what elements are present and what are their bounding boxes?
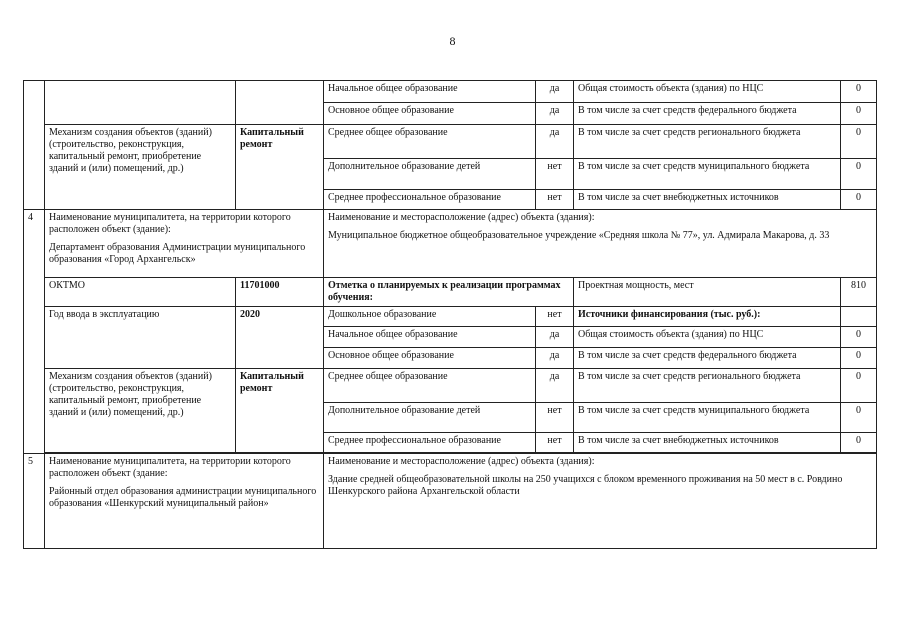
num-cell bbox=[24, 81, 45, 210]
object-cell bbox=[324, 454, 877, 549]
table-row bbox=[24, 369, 877, 403]
level-label: Среднее профессиональное образование bbox=[324, 190, 536, 210]
municipality-name: Департамент образования Администрации муниципального образования «Город Архангельск» bbox=[49, 242, 306, 265]
funding-label: В том числе за счет средств регионального бюджета bbox=[574, 125, 841, 159]
level-label: Основное общее образование bbox=[324, 348, 536, 369]
funding-label: В том числе за счет внебюджетных источников bbox=[574, 190, 841, 210]
level-mark: да bbox=[536, 369, 574, 403]
object-label: Наименование и месторасположение (адрес) объекта (здания): bbox=[328, 212, 595, 223]
document-table bbox=[23, 80, 877, 549]
object-name: Муниципальное бюджетное общеобразовательное учреждение «Средняя школа № 77», ул. Адмирала Макарова, д. 33 bbox=[328, 230, 830, 241]
level-label: Среднее общее образование bbox=[324, 125, 536, 159]
funding-label: В том числе за счет средств федерального бюджета bbox=[574, 348, 841, 369]
funding-value: 0 bbox=[841, 327, 877, 348]
funding-value: 0 bbox=[841, 348, 877, 369]
level-mark: нет bbox=[536, 159, 574, 190]
funding-label: В том числе за счет средств федерального бюджета bbox=[574, 103, 841, 125]
page-number: 8 bbox=[449, 34, 456, 48]
level-label: Среднее профессиональное образование bbox=[324, 433, 536, 453]
table-row bbox=[24, 210, 877, 278]
funding-value: 0 bbox=[841, 125, 877, 159]
level-mark: да bbox=[536, 327, 574, 348]
year-label: Год ввода в эксплуатацию bbox=[45, 307, 236, 369]
level-mark: нет bbox=[536, 307, 574, 327]
oktmo-label: ОКТМО bbox=[45, 278, 236, 307]
funding-value: 0 bbox=[841, 433, 877, 453]
municipality-label: Наименование муниципалитета, на территории которого расположен объект (здание: bbox=[49, 456, 291, 479]
table-row bbox=[24, 454, 877, 549]
mechanism-value: Капитальный ремонт bbox=[236, 369, 324, 453]
year-value: 2020 bbox=[236, 307, 324, 369]
funding-label: В том числе за счет средств регионального бюджета bbox=[574, 369, 841, 403]
funding-value: 0 bbox=[841, 403, 877, 433]
capacity-value: 810 bbox=[841, 278, 877, 307]
level-mark: да bbox=[536, 125, 574, 159]
municipality-name: Районный отдел образования администрации муниципального образования «Шенкурский муниципальный район» bbox=[49, 486, 317, 509]
municipality-cell bbox=[45, 210, 324, 278]
level-mark: да bbox=[536, 348, 574, 369]
funding-value: 0 bbox=[841, 190, 877, 210]
programs-label: Отметка о планируемых к реализации программах обучения: bbox=[324, 278, 574, 307]
mechanism-label: Механизм создания объектов (зданий) (строительство, реконструкция, капитальный ремонт, приобретение зданий и (или) помещений, др.) bbox=[45, 125, 236, 210]
funding-label: Общая стоимость объекта (здания) по НЦС bbox=[574, 81, 841, 103]
level-label: Основное общее образование bbox=[324, 103, 536, 125]
funding-label: В том числе за счет средств муниципального бюджета bbox=[574, 403, 841, 433]
object-label: Наименование и месторасположение (адрес) объекта (здания): bbox=[328, 456, 595, 467]
entry-number: 5 bbox=[24, 454, 45, 549]
funding-label: В том числе за счет внебюджетных источников bbox=[574, 433, 841, 453]
object-name: Здание средней общеобразовательной школы на 250 учащихся с блоком временного проживания на 50 мест в с. Ровдино Шенкурского района Архангельской области bbox=[328, 474, 843, 497]
table-row bbox=[24, 125, 877, 159]
level-mark: нет bbox=[536, 433, 574, 453]
oktmo-value: 11701000 bbox=[236, 278, 324, 307]
funding-header: Источники финансирования (тыс. руб.): bbox=[574, 307, 841, 327]
level-mark: нет bbox=[536, 190, 574, 210]
entry-number: 4 bbox=[24, 210, 45, 454]
municipality-cell bbox=[45, 454, 324, 549]
funding-value: 0 bbox=[841, 159, 877, 190]
level-label: Дополнительное образование детей bbox=[324, 159, 536, 190]
mechanism-label: Механизм создания объектов (зданий) (строительство, реконструкция, капитальный ремонт, приобретение зданий и (или) помещений, др.) bbox=[45, 369, 236, 453]
level-mark: нет bbox=[536, 403, 574, 433]
funding-label: В том числе за счет средств муниципального бюджета bbox=[574, 159, 841, 190]
funding-value: 0 bbox=[841, 369, 877, 403]
table-row bbox=[24, 278, 877, 307]
funding-value: 0 bbox=[841, 103, 877, 125]
table-row bbox=[24, 81, 877, 103]
table-row bbox=[24, 307, 877, 327]
object-cell bbox=[324, 210, 877, 278]
level-label: Дополнительное образование детей bbox=[324, 403, 536, 433]
level-label: Начальное общее образование bbox=[324, 327, 536, 348]
municipality-label: Наименование муниципалитета, на территории которого расположен объект (здание): bbox=[49, 212, 291, 235]
mechanism-value: Капитальный ремонт bbox=[236, 125, 324, 210]
level-label: Дошкольное образование bbox=[324, 307, 536, 327]
level-mark: да bbox=[536, 103, 574, 125]
funding-value: 0 bbox=[841, 81, 877, 103]
level-label: Среднее общее образование bbox=[324, 369, 536, 403]
funding-label: Общая стоимость объекта (здания) по НЦС bbox=[574, 327, 841, 348]
level-label: Начальное общее образование bbox=[324, 81, 536, 103]
capacity-label: Проектная мощность, мест bbox=[574, 278, 841, 307]
level-mark: да bbox=[536, 81, 574, 103]
